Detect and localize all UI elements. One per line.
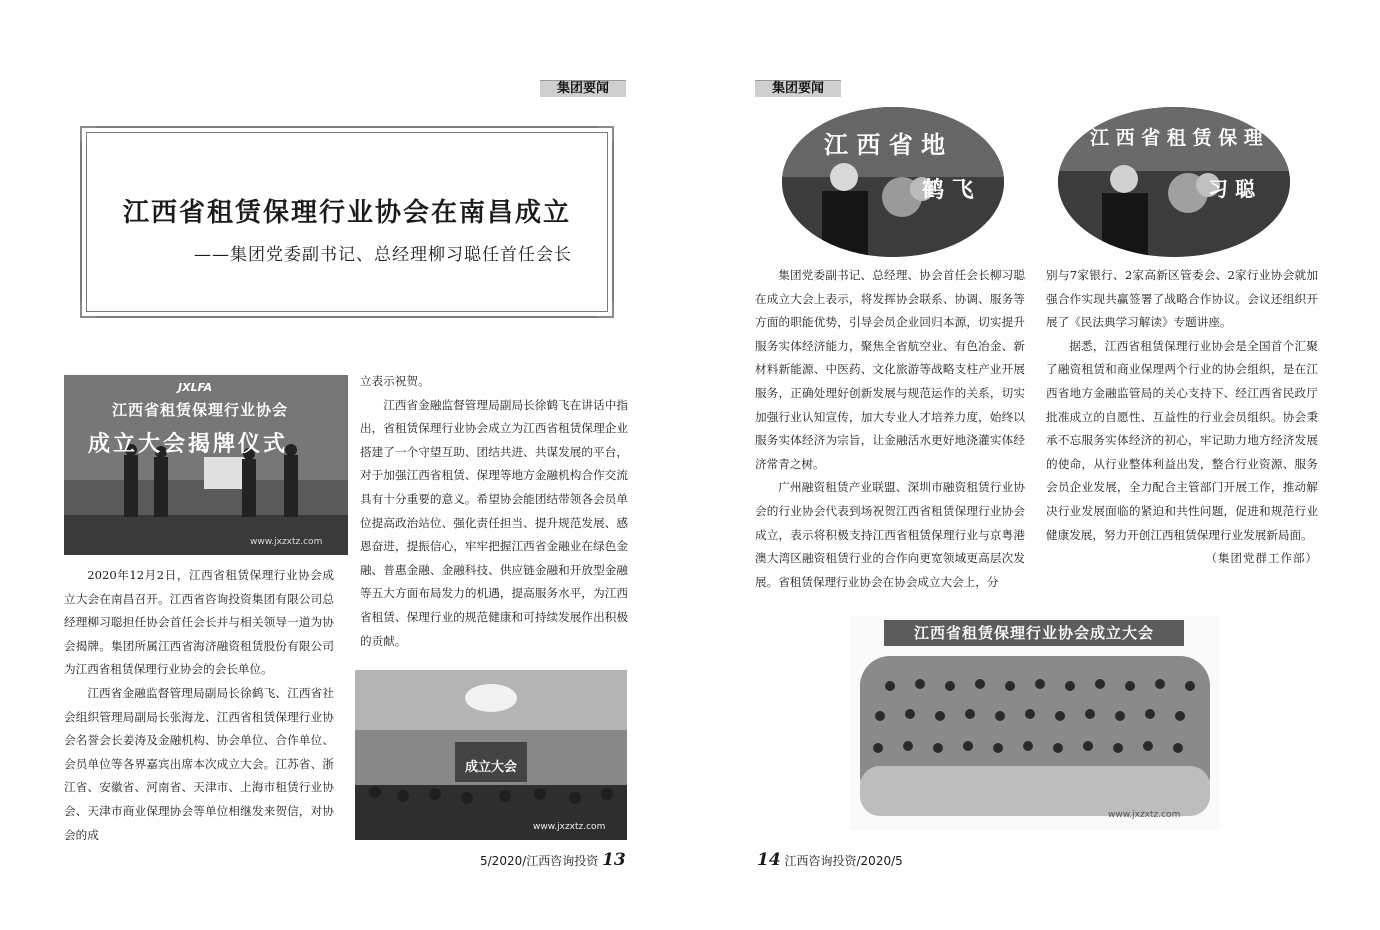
frame-corner-bl [80, 302, 96, 318]
photo-event-banner: 成立大会揭牌仪式 [88, 432, 289, 457]
paragraph: 据悉，江西省租赁保理行业协会是全国首个汇聚了融资租赁和商业保理两个行业的协会组织，是在江西省地方金融监管局的关心支持下、经江西省民政厅批准成立的自愿性、互益性的行业会员组织。协会秉承不忘服务实体经济的初心，牢记助力地方经济发展的使命，从行业整体利益出发，整合行业资源、服务会员企业发展，全力配合主管部门开展工作，推动解决行业发展面临的紧迫和共性问题，促进和规范行业健康发展，努力开创江西租赁保理行业发展新局面。 [1046, 338, 1318, 542]
speaker-photo-2 [1058, 107, 1290, 257]
left-folio-text: 5/2020/江西咨询投资 [480, 854, 599, 868]
author-signature: （集团党群工作部） [1205, 551, 1318, 566]
group-photo [850, 616, 1220, 830]
left-page-number: 13 [602, 850, 626, 870]
paragraph: 江西省金融监督管理局副局长徐鹤飞在讲话中指出，省租赁保理行业协会成立为江西省租赁保理企业搭建了一个守望互助、团结共进、共谋发展的平台，对于加强江西省租赁、保理等地方金融机构合作交流具有十分重要的意义。希望协会能团结带领各会员单位提高政治站位、强化责任担当、提升规范发展、感恩奋进，提振信心，牢牢把握江西省金融业在绿色金融、普惠金融、金融科技、供应链金融和开放型金融等五大方面布局发力的机遇，提高服务水平，为江西省租赁、保理行业的规范健康和可持续发展作出积极的贡献。 [360, 397, 628, 648]
speaker-banner-2-line2: 习 聪 [1208, 177, 1255, 201]
paragraph: 2020年12月2日，江西省租赁保理行业协会成立大会在南昌召开。江西省咨询投资集团有限公司总经理柳习聪担任协会首任会长并与相关领导一道为协会揭牌。集团所属江西省海济融资租赁股份有限公司为江西省租赁保理行业协会的会长单位。 [64, 568, 334, 677]
article-subtitle: ——集团党委副书记、总经理柳习聪任首任会长 [194, 245, 572, 265]
speaker-photo-1 [782, 107, 1004, 257]
group-photo-graphic [850, 616, 1220, 830]
speaker-banner-1-line1: 江 西 省 地 [824, 131, 946, 159]
speaker-banner-2-line1: 江 西 省 租 赁 保 理 [1090, 127, 1263, 149]
right-column-2 [1046, 264, 1318, 571]
photo-org-banner: 江西省租赁保理行业协会 [112, 401, 289, 419]
right-folio-text: 江西咨询投资/2020/5 [784, 854, 903, 868]
photo-logo: JXLFA [178, 381, 213, 394]
hall-photo-graphic [355, 670, 627, 840]
hall-watermark: www.jxzxtz.com [533, 822, 606, 832]
meeting-hall-photo [355, 670, 627, 840]
article-title: 江西省租赁保理行业协会在南昌成立 [122, 198, 571, 228]
left-section-tag: 集团要闻 [540, 80, 626, 97]
paragraph: 江西省金融监督管理局副局长徐鹤飞、江西省社会组织管理局副局长张海龙、江西省租赁保理行业协会名誉会长姜涛及金融机构、协会单位、合作单位、会员单位等各界嘉宾出席本次成立大会。江苏省、浙江省、安徽省、河南省、天津市、上海市租赁行业协会、天津市商业保理协会等单位相继发来贺信，对协会的成 [64, 685, 334, 842]
frame-corner-br [598, 302, 614, 318]
group-photo-watermark: www.jxzxtz.com [1108, 810, 1181, 820]
paragraph: 集团党委副书记、总经理、协会首任会长柳习聪在成立大会上表示，将发挥协会联系、协调、服务等方面的职能优势，引导会员企业回归本源，切实提升服务实体经济能力，聚焦全省航空业、有色冶金、新材料新能源、中医药、文化旅游等战略支柱产业开展服务，正确处理好创新发展与规范运作的关系，切实加强行业认知宣传，加大专业人才培养力度，始终以服务实体经济为宗旨，让金融活水更好地浇灌实体经济常青之树。 [755, 268, 1025, 471]
unveiling-photo [64, 375, 348, 555]
frame-corner-tr [598, 126, 614, 142]
right-column-1 [755, 264, 1025, 594]
paragraph-continuation: 别与7家银行、2家高新区管委会、2家行业协会就加强合作实现共赢签署了战略合作协议。会议还组织开展了《民法典学习解读》专题讲座。 [1046, 268, 1318, 330]
paragraph-continuation: 立表示祝贺。 [360, 374, 430, 388]
left-column-1 [64, 564, 334, 847]
right-folio [757, 850, 903, 870]
photo-watermark: www.jxzxtz.com [250, 537, 323, 547]
right-section-tag: 集团要闻 [755, 80, 841, 97]
hall-screen-text: 成立大会 [465, 760, 518, 775]
group-photo-banner: 江西省租赁保理行业协会成立大会 [884, 620, 1184, 646]
frame-corner-tl [80, 126, 96, 142]
title-frame [80, 126, 614, 318]
speaker-banner-1-line2: 鹤 飞 [922, 178, 974, 203]
right-page-number: 14 [757, 850, 781, 870]
paragraph: 广州融资租赁产业联盟、深圳市融资租赁行业协会的行业协会代表到场祝贺江西省租赁保理行业协会成立，表示将积极支持江西省租赁保理行业与京粤港澳大湾区融资租赁行业的合作向更宽领域更高层次发展。省租赁保理行业协会在协会成立大会上，分 [755, 480, 1025, 589]
left-column-2 [360, 370, 628, 653]
left-folio [480, 850, 626, 870]
